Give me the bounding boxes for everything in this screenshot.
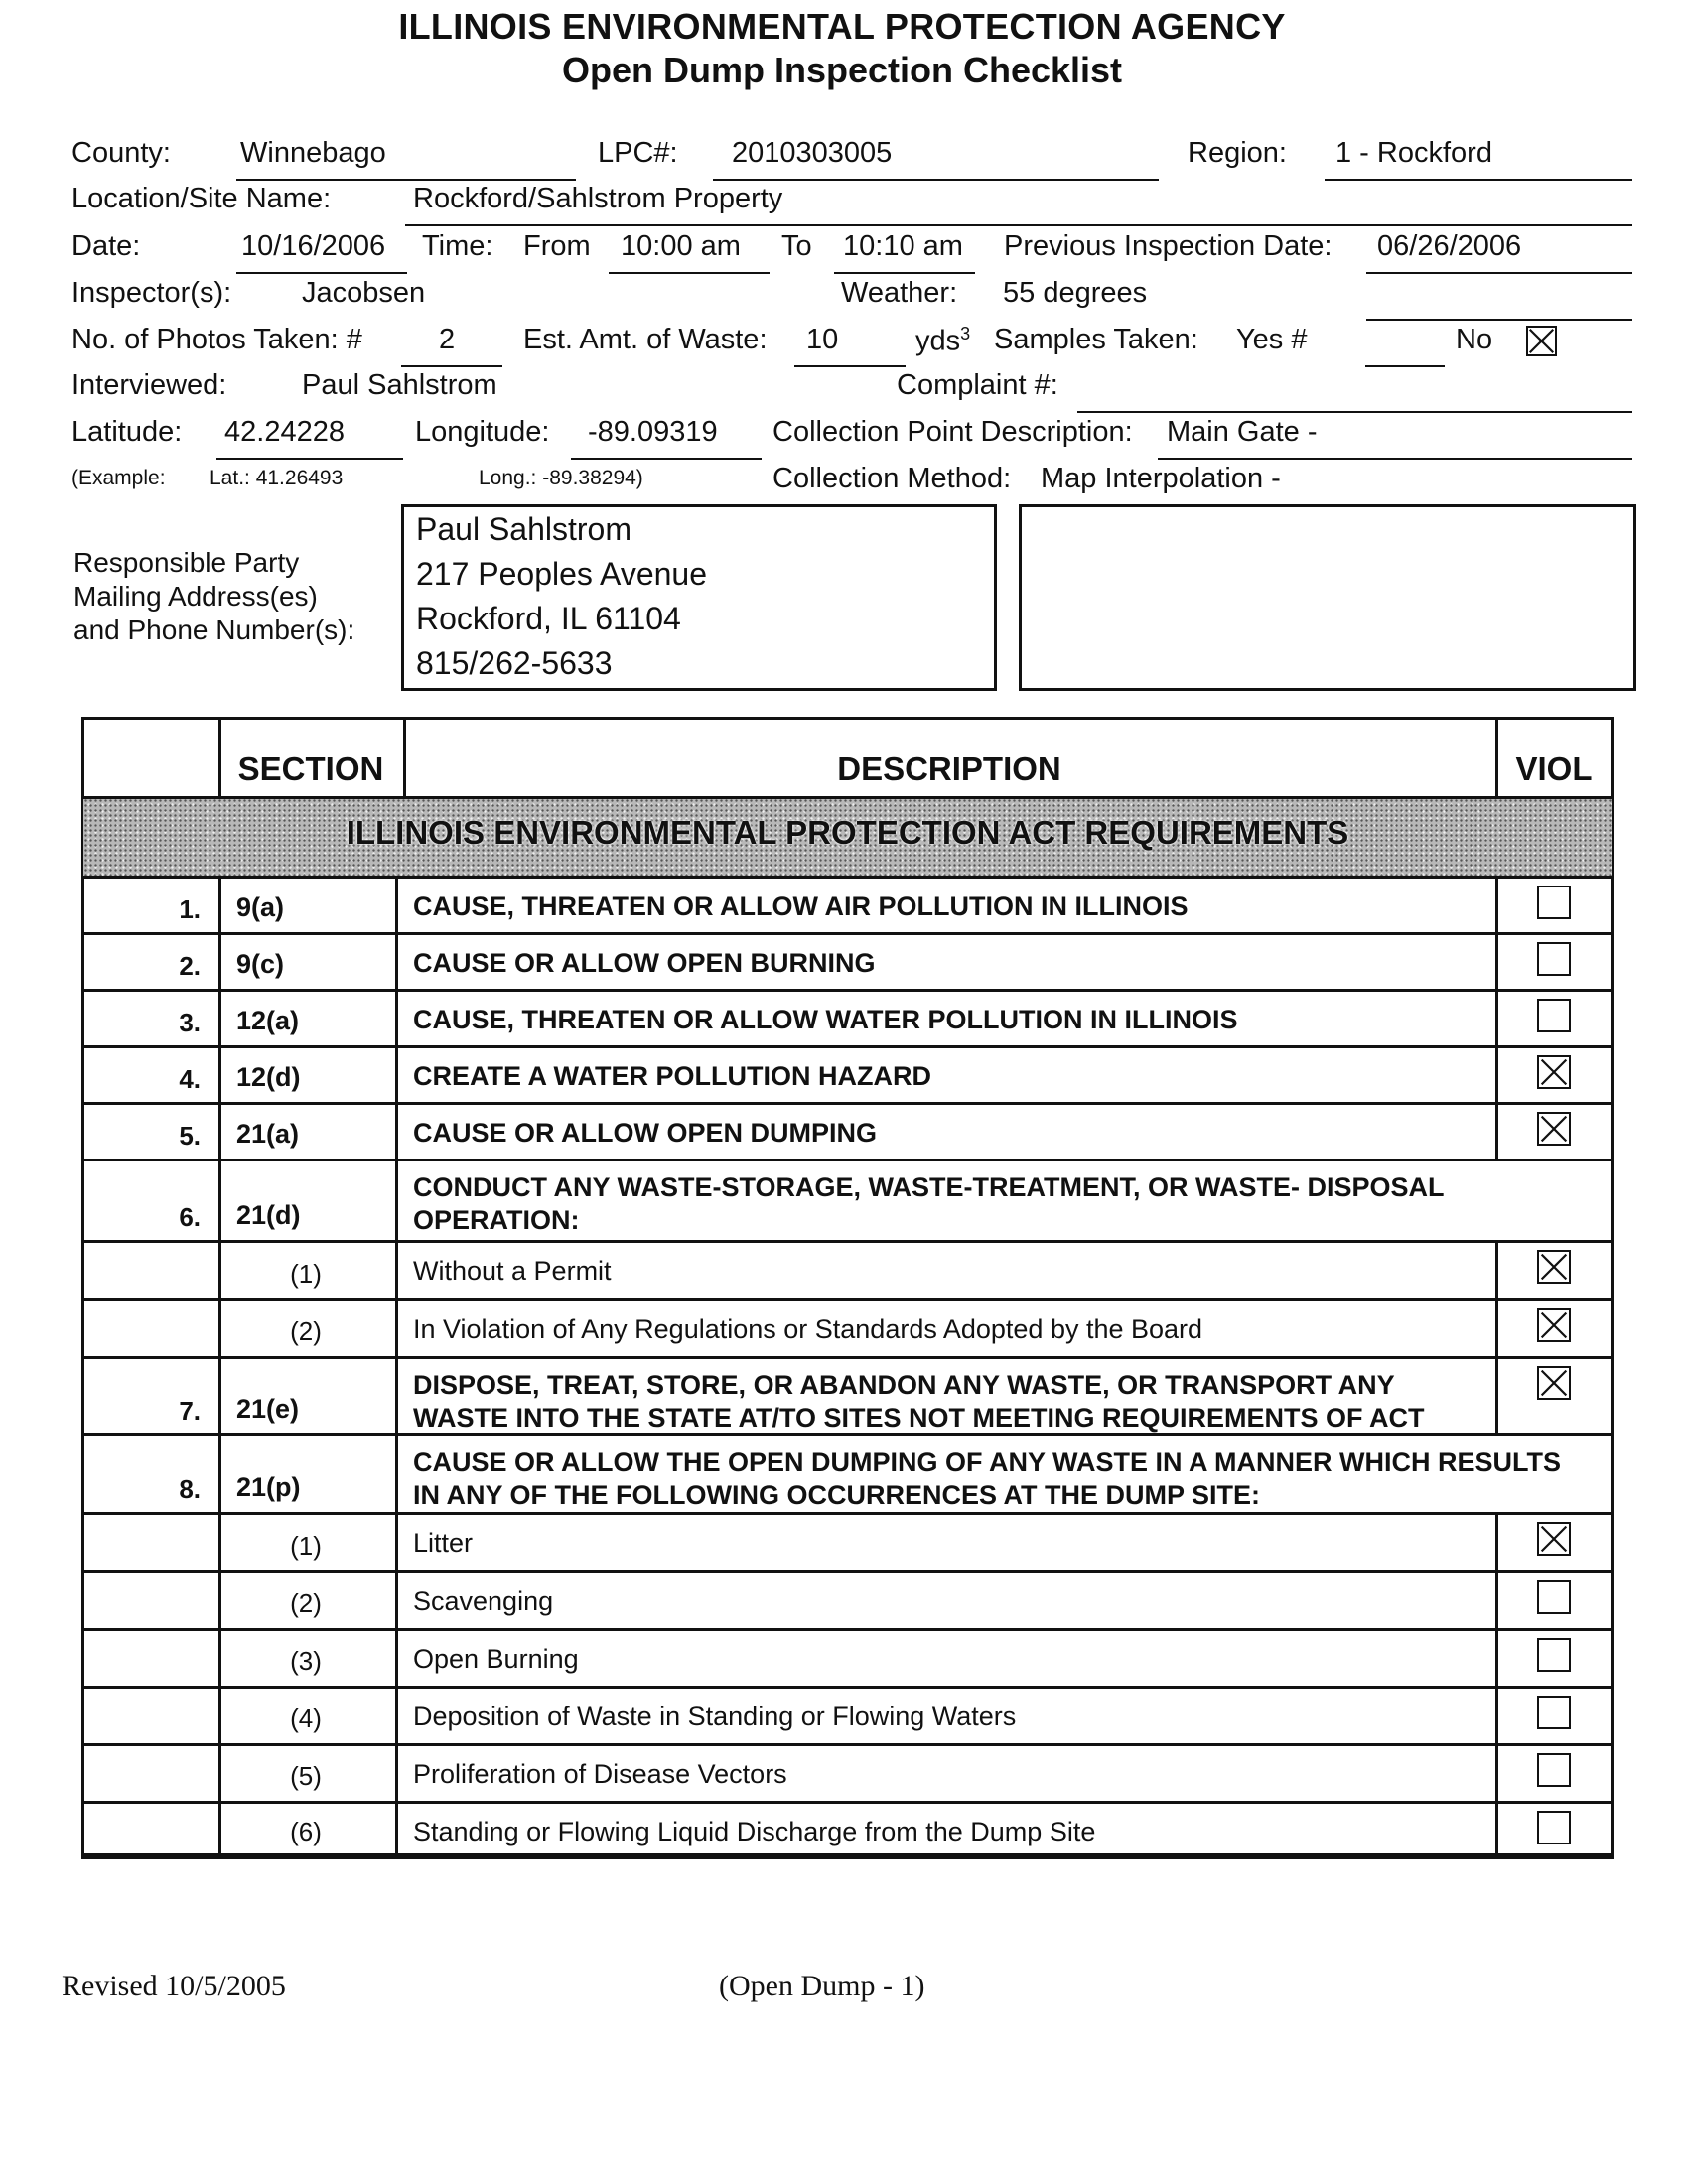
row-col-divider-num xyxy=(218,1743,221,1801)
responsible-line-4: 815/262-5633 xyxy=(416,645,613,681)
viol-checkbox[interactable] xyxy=(1537,1580,1571,1614)
row-col-divider-section xyxy=(395,1240,398,1298)
waste-value: 10 xyxy=(806,324,839,355)
col-header-description: DESCRIPTION xyxy=(837,751,1061,787)
row-col-divider-num xyxy=(218,1159,221,1240)
viol-checkbox[interactable] xyxy=(1537,1055,1571,1089)
row-col-divider-num xyxy=(218,1512,221,1570)
row-col-divider-viol xyxy=(1495,1045,1498,1102)
lpc-label: LPC#: xyxy=(598,137,678,169)
county-label: County: xyxy=(71,137,171,169)
row-col-divider-section xyxy=(395,876,398,932)
row-description: Litter xyxy=(413,1528,474,1558)
time-to-value: 10:10 am xyxy=(843,230,963,262)
row-col-divider-section xyxy=(395,1045,398,1102)
row-col-divider-num xyxy=(218,1240,221,1298)
interviewed-value: Paul Sahlstrom xyxy=(302,369,497,401)
row-number: 3. xyxy=(179,1008,201,1037)
agency-title: ILLINOIS ENVIRONMENTAL PROTECTION AGENCY xyxy=(398,6,1286,47)
row-section: 21(p) xyxy=(236,1472,301,1502)
row-description-line-1: DISPOSE, TREAT, STORE, OR ABANDON ANY WASTE, OR TRANSPORT ANY xyxy=(413,1370,1395,1400)
row-col-divider-num xyxy=(218,1433,221,1512)
row-description: Proliferation of Disease Vectors xyxy=(413,1759,787,1789)
table-row-divider xyxy=(81,989,1614,992)
weather-value: 55 degrees xyxy=(1003,277,1148,309)
table-row-divider xyxy=(81,1433,1614,1436)
row-col-divider-section xyxy=(395,1801,398,1856)
time-to-underline xyxy=(834,272,975,274)
row-description: CREATE A WATER POLLUTION HAZARD xyxy=(413,1061,931,1091)
row-col-divider-viol xyxy=(1495,1570,1498,1628)
lpc-underline xyxy=(713,179,1159,181)
collection-method-label: Collection Method: xyxy=(772,463,1012,494)
row-col-divider-viol xyxy=(1495,1102,1498,1159)
check-x-icon xyxy=(1539,1252,1569,1282)
banner-title: ILLINOIS ENVIRONMENTAL PROTECTION ACT REQUIREMENTS xyxy=(346,814,1349,851)
date-label: Date: xyxy=(71,230,141,262)
site-underline xyxy=(405,224,1632,226)
col-divider-section xyxy=(403,717,406,796)
check-x-icon xyxy=(1539,1114,1569,1144)
latitude-label: Latitude: xyxy=(71,416,183,448)
row-col-divider-section xyxy=(395,932,398,989)
complaint-label: Complaint #: xyxy=(897,369,1058,401)
row-section: 9(a) xyxy=(236,892,285,922)
check-x-icon xyxy=(1539,1368,1569,1398)
date-value: 10/16/2006 xyxy=(241,230,386,262)
check-x-icon xyxy=(1539,1310,1569,1340)
check-x-icon xyxy=(1539,1057,1569,1087)
responsible-address-box xyxy=(401,504,997,691)
row-description: In Violation of Any Regulations or Standards Adopted by the Board xyxy=(413,1314,1203,1344)
viol-checkbox[interactable] xyxy=(1537,1308,1571,1342)
row-description-line-1: CONDUCT ANY WASTE-STORAGE, WASTE-TREATMENT, OR WASTE- DISPOSAL xyxy=(413,1172,1445,1202)
row-col-divider-section xyxy=(395,1628,398,1686)
responsible-line-1: Paul Sahlstrom xyxy=(416,511,632,547)
row-description: Scavenging xyxy=(413,1586,554,1616)
county-underline xyxy=(236,179,576,181)
site-value: Rockford/Sahlstrom Property xyxy=(413,183,783,214)
row-col-divider-viol xyxy=(1495,876,1498,932)
longitude-underline xyxy=(571,458,762,460)
waste-unit xyxy=(915,324,970,358)
col-divider-num xyxy=(218,717,221,796)
waste-unit-text: yds xyxy=(915,325,961,357)
table-row-divider xyxy=(81,1801,1614,1804)
responsible-address-box-2 xyxy=(1019,504,1636,691)
table-row-divider xyxy=(81,1159,1614,1161)
prev-date-value: 06/26/2006 xyxy=(1377,230,1522,262)
row-col-divider-section xyxy=(395,1356,398,1433)
table-row-divider xyxy=(81,1512,1614,1515)
row-col-divider-num xyxy=(218,932,221,989)
row-section: 21(a) xyxy=(236,1119,300,1149)
row-description: Deposition of Waste in Standing or Flowing Waters xyxy=(413,1702,1017,1731)
responsible-label-1: Responsible Party xyxy=(73,547,300,578)
interviewed-label: Interviewed: xyxy=(71,369,227,401)
table-row-divider xyxy=(81,932,1614,935)
region-label: Region: xyxy=(1188,137,1287,169)
prev-date-underline xyxy=(1366,272,1632,274)
row-col-divider-num xyxy=(218,1102,221,1159)
row-description-line-2: OPERATION: xyxy=(413,1205,580,1235)
table-row-divider xyxy=(81,1628,1614,1631)
row-number: 4. xyxy=(179,1064,201,1094)
form-title: Open Dump Inspection Checklist xyxy=(561,50,1123,90)
samples-yes-label: Yes # xyxy=(1236,324,1308,355)
page-number: (Open Dump - 1) xyxy=(719,1970,925,2002)
row-subsection: (1) xyxy=(290,1531,322,1561)
photos-value: 2 xyxy=(439,324,456,355)
time-to-label: To xyxy=(781,230,812,262)
row-col-divider-num xyxy=(218,1628,221,1686)
check-x-icon xyxy=(1528,328,1555,354)
row-col-divider-viol xyxy=(1495,932,1498,989)
row-description: Standing or Flowing Liquid Discharge from the Dump Site xyxy=(413,1817,1096,1846)
row-subsection: (2) xyxy=(290,1316,322,1346)
row-col-divider-viol xyxy=(1495,989,1498,1045)
date-underline xyxy=(236,272,407,274)
time-label: Time: xyxy=(422,230,493,262)
col-divider-viol xyxy=(1495,717,1498,796)
row-col-divider-section xyxy=(395,989,398,1045)
waste-label: Est. Amt. of Waste: xyxy=(523,324,768,355)
row-number: 2. xyxy=(179,951,201,981)
cp-desc-underline xyxy=(1158,458,1632,460)
row-subsection: (6) xyxy=(290,1817,322,1846)
viol-checkbox[interactable] xyxy=(1537,942,1571,976)
latitude-value: 42.24228 xyxy=(224,416,345,448)
cp-desc-label: Collection Point Description: xyxy=(772,416,1133,448)
time-from-underline xyxy=(609,272,770,274)
row-col-divider-viol xyxy=(1495,1743,1498,1801)
revised-date: Revised 10/5/2005 xyxy=(62,1970,286,2002)
inspector-value: Jacobsen xyxy=(302,277,426,309)
table-row-divider xyxy=(81,1743,1614,1746)
row-col-divider-viol xyxy=(1495,1512,1498,1570)
row-section: 21(d) xyxy=(236,1200,301,1230)
row-col-divider-num xyxy=(218,1570,221,1628)
waste-unit-sup: 3 xyxy=(960,324,971,343)
table-row-divider xyxy=(81,1856,1614,1859)
row-col-divider-num xyxy=(218,989,221,1045)
time-from-label: From xyxy=(523,230,591,262)
row-subsection: (3) xyxy=(290,1646,322,1676)
example-lat: Lat.: 41.26493 xyxy=(210,467,344,489)
lpc-value: 2010303005 xyxy=(732,137,893,169)
row-col-divider-section xyxy=(395,1512,398,1570)
photos-label: No. of Photos Taken: # xyxy=(71,324,362,355)
time-from-value: 10:00 am xyxy=(621,230,741,262)
row-description: CAUSE, THREATEN OR ALLOW AIR POLLUTION IN ILLINOIS xyxy=(413,891,1189,921)
row-col-divider-num xyxy=(218,876,221,932)
viol-checkbox[interactable] xyxy=(1537,1250,1571,1284)
viol-checkbox[interactable] xyxy=(1537,1638,1571,1672)
weather-label: Weather: xyxy=(841,277,958,309)
table-header-divider xyxy=(81,796,1614,799)
row-col-divider-viol xyxy=(1495,1240,1498,1298)
row-number: 1. xyxy=(179,894,201,924)
row-col-divider-viol xyxy=(1495,1686,1498,1743)
inspector-label: Inspector(s): xyxy=(71,277,232,309)
row-col-divider-section xyxy=(395,1433,398,1512)
row-description: CAUSE OR ALLOW OPEN BURNING xyxy=(413,948,876,978)
row-section: 12(a) xyxy=(236,1006,300,1035)
row-description: Open Burning xyxy=(413,1644,579,1674)
row-col-divider-viol xyxy=(1495,1628,1498,1686)
example-label: (Example: xyxy=(71,467,166,489)
row-number: 7. xyxy=(179,1396,201,1426)
row-col-divider-num xyxy=(218,1356,221,1433)
viol-checkbox[interactable] xyxy=(1537,886,1571,919)
responsible-label-3: and Phone Number(s): xyxy=(73,614,355,645)
row-col-divider-section xyxy=(395,1159,398,1240)
row-col-divider-viol xyxy=(1495,1801,1498,1856)
samples-label: Samples Taken: xyxy=(994,324,1198,355)
row-section: 21(e) xyxy=(236,1394,300,1424)
photos-underline xyxy=(401,365,502,367)
row-number: 6. xyxy=(179,1202,201,1232)
row-number: 5. xyxy=(179,1121,201,1151)
row-description-line-2: WASTE INTO THE STATE AT/TO SITES NOT MEETING REQUIREMENTS OF ACT xyxy=(413,1403,1425,1433)
table-row-divider xyxy=(81,1240,1614,1243)
longitude-value: -89.09319 xyxy=(588,416,718,448)
row-subsection: (4) xyxy=(290,1704,322,1733)
row-col-divider-viol xyxy=(1495,1298,1498,1356)
complaint-underline xyxy=(1077,411,1632,413)
row-col-divider-num xyxy=(218,1801,221,1856)
samples-no-label: No xyxy=(1456,324,1493,355)
act-requirements-banner xyxy=(83,798,1612,876)
table-row-divider xyxy=(81,1686,1614,1689)
table-row-divider xyxy=(81,1570,1614,1573)
row-subsection: (5) xyxy=(290,1761,322,1791)
example-long: Long.: -89.38294) xyxy=(479,467,643,489)
responsible-line-2: 217 Peoples Avenue xyxy=(416,556,707,592)
viol-checkbox[interactable] xyxy=(1537,1366,1571,1400)
prev-date-label: Previous Inspection Date: xyxy=(1004,230,1333,262)
region-value: 1 - Rockford xyxy=(1335,137,1492,169)
row-col-divider-num xyxy=(218,1298,221,1356)
col-header-section: SECTION xyxy=(237,751,384,787)
latitude-underline xyxy=(216,458,403,460)
viol-checkbox[interactable] xyxy=(1537,999,1571,1032)
viol-checkbox[interactable] xyxy=(1537,1811,1571,1844)
row-col-divider-num xyxy=(218,1686,221,1743)
row-subsection: (1) xyxy=(290,1259,322,1289)
site-label: Location/Site Name: xyxy=(71,183,332,214)
waste-underline xyxy=(794,365,906,367)
samples-yes-underline xyxy=(1365,365,1445,367)
row-description-line-2: IN ANY OF THE FOLLOWING OCCURRENCES AT THE DUMP SITE: xyxy=(413,1480,1261,1510)
row-col-divider-section xyxy=(395,1570,398,1628)
collection-method-value: Map Interpolation - xyxy=(1041,463,1281,494)
row-description: CAUSE, THREATEN OR ALLOW WATER POLLUTION IN ILLINOIS xyxy=(413,1005,1238,1034)
viol-checkbox[interactable] xyxy=(1537,1753,1571,1787)
samples-no-checkbox[interactable] xyxy=(1526,326,1557,356)
longitude-label: Longitude: xyxy=(415,416,550,448)
table-row-divider xyxy=(81,1356,1614,1359)
row-number: 8. xyxy=(179,1474,201,1504)
row-section: 12(d) xyxy=(236,1062,301,1092)
weather-underline xyxy=(1366,319,1632,321)
row-col-divider-section xyxy=(395,1298,398,1356)
table-row-divider xyxy=(81,1102,1614,1105)
row-col-divider-viol xyxy=(1495,1356,1498,1433)
viol-checkbox[interactable] xyxy=(1537,1696,1571,1729)
region-underline xyxy=(1325,179,1632,181)
viol-checkbox[interactable] xyxy=(1537,1522,1571,1556)
row-col-divider-section xyxy=(395,1102,398,1159)
row-description: Without a Permit xyxy=(413,1256,612,1286)
banner-divider xyxy=(81,876,1614,879)
cp-desc-value: Main Gate - xyxy=(1167,416,1318,448)
row-description-line-1: CAUSE OR ALLOW THE OPEN DUMPING OF ANY WASTE IN A MANNER WHICH RESULTS xyxy=(413,1447,1562,1477)
col-header-viol: VIOL xyxy=(1515,751,1593,787)
row-subsection: (2) xyxy=(290,1588,322,1618)
viol-checkbox[interactable] xyxy=(1537,1112,1571,1146)
row-col-divider-section xyxy=(395,1743,398,1801)
county-value: Winnebago xyxy=(240,137,386,169)
table-row-divider xyxy=(81,1045,1614,1048)
row-section: 9(c) xyxy=(236,949,285,979)
responsible-line-3: Rockford, IL 61104 xyxy=(416,601,681,636)
row-description: CAUSE OR ALLOW OPEN DUMPING xyxy=(413,1118,878,1148)
check-x-icon xyxy=(1539,1524,1569,1554)
row-col-divider-num xyxy=(218,1045,221,1102)
responsible-label-2: Mailing Address(es) xyxy=(73,581,318,612)
row-col-divider-section xyxy=(395,1686,398,1743)
table-row-divider xyxy=(81,1298,1614,1301)
